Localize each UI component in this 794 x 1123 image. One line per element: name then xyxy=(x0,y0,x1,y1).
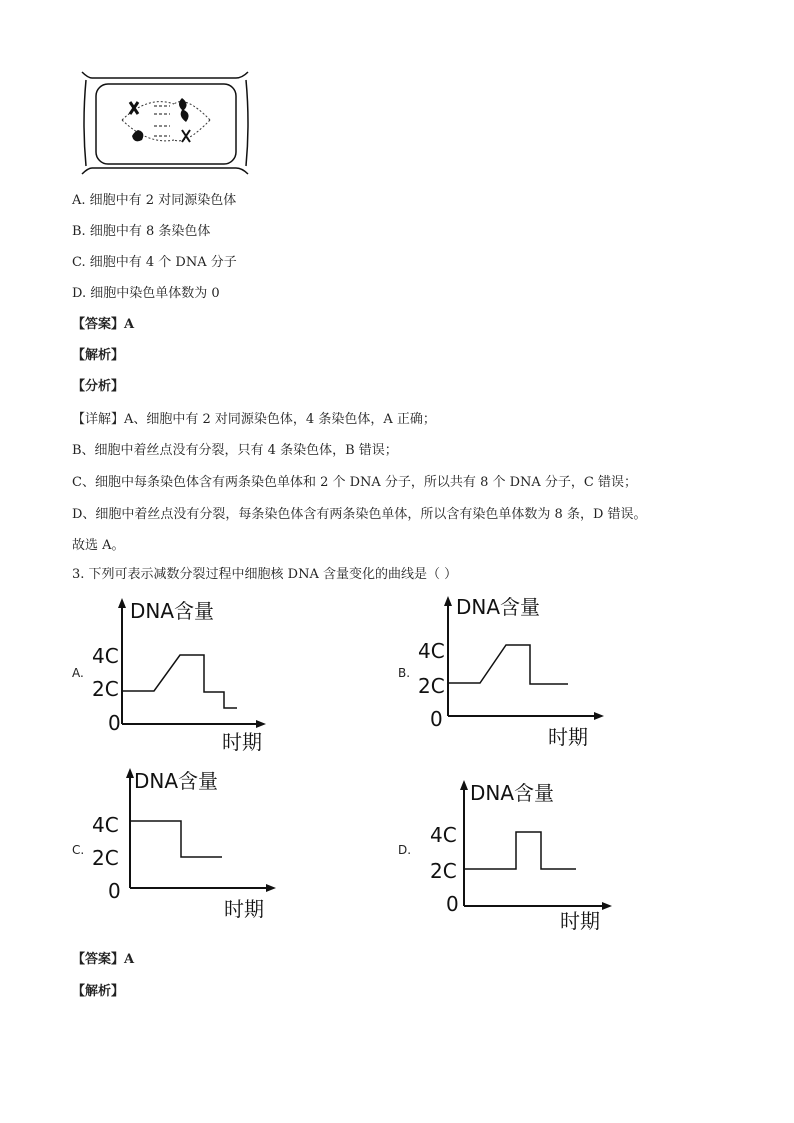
graph-b-curve xyxy=(448,645,568,684)
graph-a xyxy=(92,596,282,756)
graph-d xyxy=(426,776,626,936)
option-d-q2: D. 细胞中染色单体数为 0 xyxy=(72,286,220,301)
chromosome-filled-1 xyxy=(179,98,189,122)
answer-label-1: 【答案】A xyxy=(72,317,135,332)
graph-a-tick-0: 0 xyxy=(108,711,121,735)
option-letter-a: A. xyxy=(72,666,84,680)
graph-d-curve xyxy=(464,832,576,869)
analysis-label-1: 【解析】 xyxy=(72,348,125,363)
graph-c-tick-2c: 2C xyxy=(92,846,119,870)
detail-line-2: B、细胞中着丝点没有分裂，只有 4 条染色体，B 错误； xyxy=(72,443,398,458)
option-a-q2: A. 细胞中有 2 对同源染色体 xyxy=(72,193,237,208)
question-3: 3. 下列可表示减数分裂过程中细胞核 DNA 含量变化的曲线是（ ） xyxy=(72,567,458,582)
graph-d-tick-0: 0 xyxy=(446,892,459,916)
detail-line-4: D、细胞中着丝点没有分裂，每条染色体含有两条染色单体，所以含有染色单体数为 8 条，D 错误。 xyxy=(72,507,647,522)
graph-b-ytitle: DNA含量 xyxy=(456,595,541,619)
graph-a-tick-4c: 4C xyxy=(92,644,119,668)
graph-a-tick-2c: 2C xyxy=(92,677,119,701)
option-letter-b: B. xyxy=(398,666,411,680)
cell-diagram xyxy=(78,70,254,176)
graph-c-xtitle: 时期 xyxy=(224,897,264,921)
graph-c-curve xyxy=(130,821,222,857)
detail-line-1: 【详解】A、细胞中有 2 对同源染色体，4 条染色体，A 正确； xyxy=(72,412,436,427)
graph-a-ytitle: DNA含量 xyxy=(130,599,215,623)
graph-a-xtitle: 时期 xyxy=(222,730,262,754)
chromosome-outline-2 xyxy=(182,130,190,142)
fenxi-label: 【分析】 xyxy=(72,379,125,394)
option-b-q2: B. 细胞中有 8 条染色体 xyxy=(72,224,211,239)
graph-d-ytitle: DNA含量 xyxy=(470,781,555,805)
analysis-label-2: 【解析】 xyxy=(72,984,125,999)
graph-d-xtitle: 时期 xyxy=(560,909,600,933)
answer-label-2: 【答案】A xyxy=(72,952,135,967)
graph-c xyxy=(92,764,282,924)
graph-b-tick-0: 0 xyxy=(430,707,443,731)
graph-a-curve xyxy=(122,655,237,708)
detail-line-3: C、细胞中每条染色体含有两条染色单体和 2 个 DNA 分子，所以共有 8 个 DNA 分子，C 错误； xyxy=(72,475,637,490)
graph-c-ytitle: DNA含量 xyxy=(134,769,219,793)
graph-b xyxy=(418,592,618,752)
graph-c-tick-0: 0 xyxy=(108,879,121,903)
graph-b-tick-4c: 4C xyxy=(418,639,445,663)
option-c-q2: C. 细胞中有 4 个 DNA 分子 xyxy=(72,255,237,270)
chromosome-outline-1 xyxy=(130,102,138,114)
option-letter-d: D. xyxy=(398,843,412,857)
graph-d-tick-2c: 2C xyxy=(430,859,457,883)
chromosome-filled-2 xyxy=(132,130,143,141)
graph-c-tick-4c: 4C xyxy=(92,813,119,837)
graph-d-tick-4c: 4C xyxy=(430,823,457,847)
graph-b-tick-2c: 2C xyxy=(418,674,445,698)
detail-line-5: 故选 A。 xyxy=(72,538,125,553)
option-letter-c: C. xyxy=(72,843,85,857)
cell-division-figure xyxy=(78,70,254,180)
graph-b-xtitle: 时期 xyxy=(548,725,588,749)
